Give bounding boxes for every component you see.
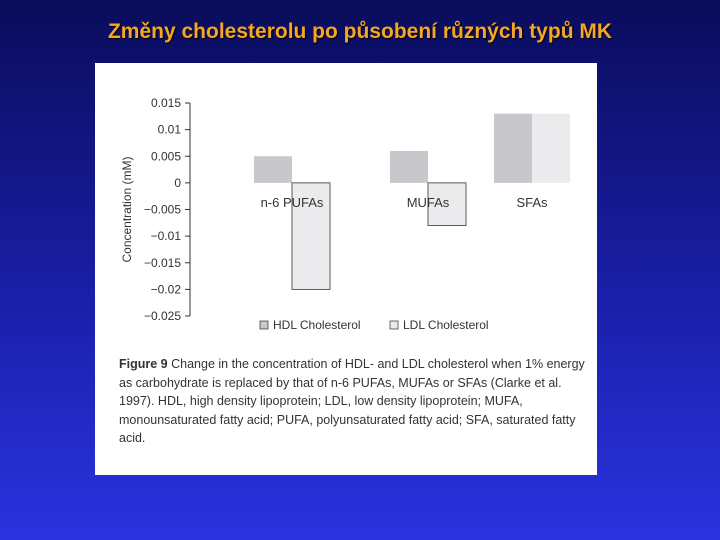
bar [532,114,570,183]
figure-panel [95,63,597,475]
figure-caption [119,355,591,448]
legend-label: LDL Cholesterol [403,318,489,332]
y-tick-label: 0.01 [157,122,181,137]
bar [390,151,428,183]
legend-label: HDL Cholesterol [273,318,361,332]
y-tick-label: −0.02 [150,282,181,297]
category-label: MUFAs [406,194,450,210]
y-axis-title: Concentration (mM) [120,156,134,263]
figure-label: Figure 9 [119,357,168,371]
y-tick-label: −0.025 [143,309,181,323]
legend-swatch [390,321,398,329]
bar-chart [95,63,597,353]
category-label: n-6 PUFAs [260,194,324,210]
legend-swatch [260,321,268,329]
bar [254,156,292,183]
y-tick-label: 0 [174,175,181,190]
y-tick-label: −0.005 [143,202,181,217]
y-tick-label: −0.015 [143,255,181,270]
slide-title: Změny cholesterolu po působení různých typů MK [107,20,613,43]
y-tick-label: −0.01 [150,229,181,244]
bar [494,114,532,183]
y-tick-label: 0.015 [150,96,181,110]
figure-caption-text: Change in the concentration of HDL- and LDL cholesterol when 1% energy as carbohydrate is replaced by that of n-6 PUFAs, MUFAs or SFAs (Clarke et al. 1997). HDL, high density lipoprotein; LDL, low density lipoprotein; MUFA, monounsaturated fatty acid; PUFA, polyunsaturated fatty acid; SFA, saturated fatty acid. [119,357,585,446]
y-tick-label: 0.005 [150,149,181,164]
category-label: SFAs [516,194,548,210]
